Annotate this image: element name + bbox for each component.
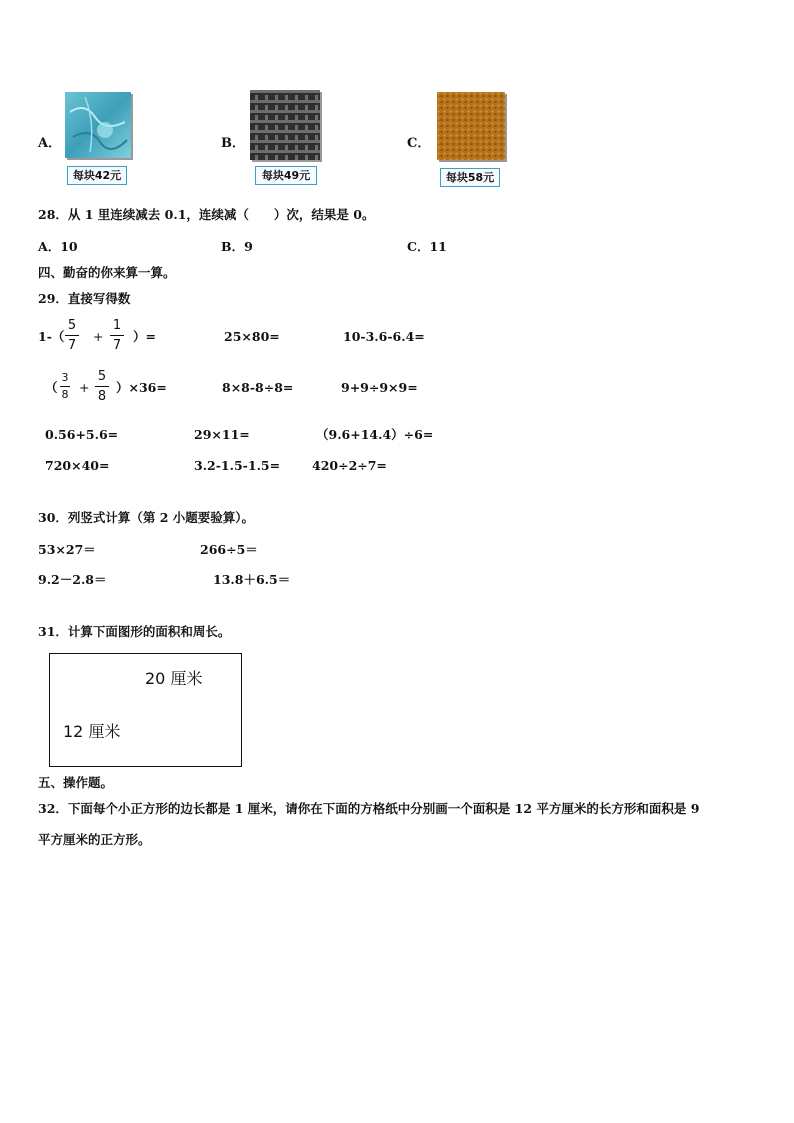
q29-title: 29．直接写得数 bbox=[38, 291, 131, 306]
option-c-label: C． bbox=[407, 136, 431, 151]
fraction-1-7 bbox=[110, 318, 124, 353]
q29-r3-c: （9.6+14.4）÷6= bbox=[316, 427, 434, 442]
q29-r4-a: 720×40= bbox=[45, 458, 110, 473]
numerator: 3 bbox=[61, 371, 69, 384]
q28-option-a: A．10 bbox=[38, 239, 78, 254]
q29-r1-b: 25×80= bbox=[224, 329, 280, 344]
q30-item-3: 9.2－2.8＝ bbox=[38, 572, 107, 587]
plus-sign: + bbox=[79, 380, 90, 395]
q29-r4-b: 3.2-1.5-1.5= bbox=[194, 458, 281, 473]
q29-r1-c: 10-3.6-6.4= bbox=[343, 329, 425, 344]
q32-line-1: 32．下面每个小正方形的边长都是 1 厘米，请你在下面的方格纸中分别画一个面积是 12 平方厘米的长方形和面积是 9 bbox=[38, 801, 700, 816]
q28-question: 28．从 1 里连续减去 0.1，连续减（ ）次，结果是 0。 bbox=[38, 207, 375, 222]
tile-c-image bbox=[437, 92, 505, 160]
fraction-5-7 bbox=[65, 318, 79, 353]
q30-item-4: 13.8＋6.5＝ bbox=[213, 572, 291, 587]
q31-title: 31．计算下面图形的面积和周长。 bbox=[38, 624, 231, 639]
plus-sign: + bbox=[93, 329, 104, 344]
denominator: 8 bbox=[61, 388, 69, 401]
q29-r1-suffix: ）= bbox=[133, 329, 156, 344]
denominator: 8 bbox=[97, 389, 107, 404]
q29-r2-suffix: ）×36= bbox=[116, 380, 167, 395]
q29-r2-c: 9+9÷9×9= bbox=[341, 380, 418, 395]
q29-r4-c: 420÷2÷7= bbox=[312, 458, 387, 473]
section-4-heading: 四、勤奋的你来算一算。 bbox=[38, 265, 176, 280]
q29-r1-prefix: 1-（ bbox=[38, 329, 65, 344]
q29-r2-b: 8×8-8÷8= bbox=[222, 380, 294, 395]
q29-r2-open: （ bbox=[45, 380, 58, 395]
q29-r3-a: 0.56+5.6= bbox=[45, 427, 119, 442]
price-tag-b: 每块49元 bbox=[255, 166, 317, 185]
length-label: 20 厘米 bbox=[145, 669, 203, 688]
option-b-label: B． bbox=[221, 136, 245, 151]
denominator: 7 bbox=[67, 338, 77, 353]
q30-item-2: 266÷5＝ bbox=[200, 542, 258, 557]
q29-r3-b: 29×11= bbox=[194, 427, 250, 442]
tile-a-image bbox=[65, 92, 131, 158]
width-label: 12 厘米 bbox=[63, 722, 121, 741]
numerator: 5 bbox=[67, 318, 77, 333]
q28-option-b: B．9 bbox=[221, 239, 253, 254]
tile-b-image bbox=[250, 90, 320, 160]
price-tag-c: 每块58元 bbox=[440, 168, 500, 187]
q30-item-1: 53×27＝ bbox=[38, 542, 96, 557]
price-tag-a: 每块42元 bbox=[67, 166, 127, 185]
fraction-5-8 bbox=[95, 369, 109, 404]
section-5-heading: 五、操作题。 bbox=[38, 775, 114, 790]
numerator: 5 bbox=[97, 369, 107, 384]
option-a-label: A． bbox=[38, 136, 62, 151]
fraction-3-8 bbox=[60, 372, 70, 401]
q28-option-c: C．11 bbox=[407, 239, 447, 254]
q32-line-2: 平方厘米的正方形。 bbox=[38, 832, 151, 847]
q30-title: 30．列竖式计算（第 2 小题要验算）。 bbox=[38, 510, 255, 525]
numerator: 1 bbox=[112, 318, 122, 333]
denominator: 7 bbox=[112, 338, 122, 353]
